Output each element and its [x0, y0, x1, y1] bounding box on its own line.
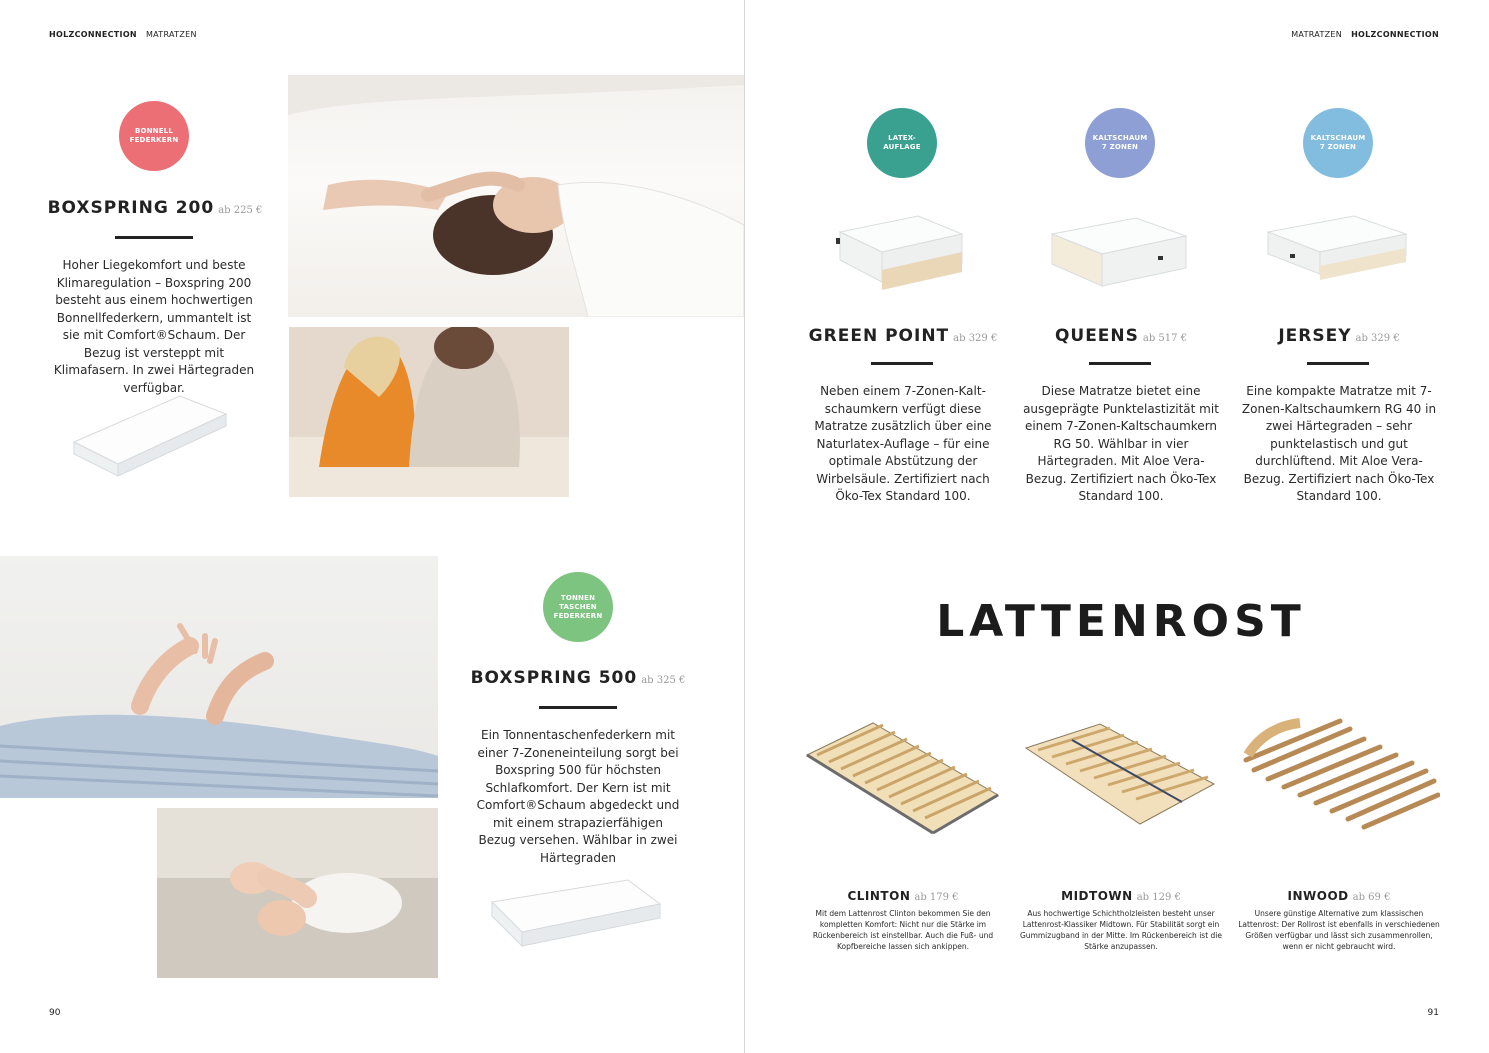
running-head-section: MATRATZEN: [1291, 30, 1343, 39]
product-price: ab 517 €: [1142, 333, 1188, 344]
product-title-midtown: [1021, 885, 1221, 904]
product-description: Aus hochwertige Schichtholzleisten besteht unser Lattenrost-Klassiker Midtown. Für Stabilität sorgt ein Gummizugband in der Mitte. Im Rückenbereich ist die Stärke anzupassen.: [1020, 909, 1222, 951]
page-number-right: 91: [1427, 1008, 1439, 1018]
badge-latex-auflage: LATEX- AUFLAGE: [867, 108, 937, 178]
title-rule: [115, 236, 193, 239]
title-rule: [1307, 362, 1369, 365]
product-name: MIDTOWN: [1061, 889, 1133, 903]
product-description: Neben einem 7-Zonen-Kalt-schaumkern verfügt diese Matratze zusätzlich über eine Naturlatex-Auflage – für eine optimale Abstützung der Wirbelsäule. Zertifiziert nach Öko-Tex Standard 100.: [814, 384, 992, 503]
page-number-left: 90: [49, 1008, 61, 1018]
photo-hands-blanket: [0, 556, 438, 798]
product-title-boxspring-200: [40, 198, 270, 218]
product-title-queens: [1010, 326, 1232, 346]
product-price: ab 325 €: [641, 675, 686, 686]
photo-woman-stretching: [288, 75, 744, 317]
badge-kaltschaum-jersey: KALTSCHAUM 7 ZONEN: [1303, 108, 1373, 178]
badge-tonnen-taschen-federkern: TONNEN TASCHEN FEDERKERN: [543, 572, 613, 642]
product-price: ab 179 €: [914, 892, 959, 903]
product-description: Mit dem Lattenrost Clinton bekommen Sie den kompletten Komfort: Nicht nur die Stärke im Rückenbereich ist einstellbar. Auch die Fuß- und Kopfbereiche lassen sich ankippen.: [812, 909, 994, 951]
product-name: GREEN POINT: [808, 326, 950, 346]
frame-image-inwood: [1240, 715, 1440, 840]
title-rule: [871, 362, 933, 365]
product-name: BOXSPRING 200: [47, 198, 215, 218]
title-rule: [1089, 362, 1151, 365]
running-head-right: [1291, 30, 1439, 39]
mattress-image-jersey: [1262, 210, 1410, 295]
product-name: CLINTON: [847, 889, 911, 903]
frame-image-midtown: [1022, 720, 1218, 830]
title-rule: [539, 706, 617, 709]
badge-bonnell-federkern: BONNELL FEDERKERN: [119, 101, 189, 171]
product-name: BOXSPRING 500: [470, 668, 638, 688]
frame-image-clinton: [803, 715, 1003, 840]
product-title-green-point: [792, 326, 1014, 346]
product-title-jersey: [1228, 326, 1450, 346]
product-name: JERSEY: [1278, 326, 1352, 346]
product-description: Eine kompakte Matratze mit 7-Zonen-Kaltschaumkern RG 40 in zwei Härtegraden – sehr punktelastisch und gut durchlüftend. Mit Aloe Vera-Bezug. Zertifiziert nach Öko-Tex Standard 100.: [1241, 384, 1437, 503]
mattress-image-boxspring-500: [488, 876, 663, 961]
product-name: QUEENS: [1054, 326, 1139, 346]
product-title-clinton: [803, 885, 1003, 904]
mattress-image-boxspring-200: [70, 392, 230, 482]
running-head-section: MATRATZEN: [145, 30, 197, 39]
section-heading-lattenrost: LATTENROST: [936, 596, 1306, 647]
mattress-image-queens: [1046, 210, 1191, 300]
photo-baby-feet: [157, 808, 438, 978]
product-price: ab 329 €: [1355, 333, 1400, 344]
product-price: ab 69 €: [1352, 892, 1391, 903]
product-description: Unsere günstige Alternative zum klassischen Lattenrost: Der Rollrost ist ebenfalls in verschiedenen Größen verfügbar und lässt sich zusammenrollen, wenn er nicht gebraucht wird.: [1238, 909, 1440, 951]
product-price: ab 329 €: [953, 333, 998, 344]
running-head-brand: HOLZCONNECTION: [49, 30, 137, 39]
running-head-brand: HOLZCONNECTION: [1351, 30, 1439, 39]
product-name: INWOOD: [1287, 889, 1349, 903]
product-description: Ein Tonnentaschenfederkern mit einer 7-Zoneneinteilung sorgt bei Boxspring 500 für höchsten Schlafkomfort. Der Kern ist mit Comfort®Schaum abgedeckt und mit einem strapazierfähigen Bezug versehen. Wählbar in zwei Härtegraden: [476, 728, 680, 865]
mattress-image-green-point: [830, 210, 970, 300]
page-spine: [744, 0, 745, 1053]
product-title-inwood: [1239, 885, 1439, 904]
product-price: ab 225 €: [218, 205, 263, 216]
running-head-left: [49, 30, 206, 39]
product-price: ab 129 €: [1136, 892, 1181, 903]
badge-kaltschaum-queens: KALTSCHAUM 7 ZONEN: [1085, 108, 1155, 178]
photo-couple-sitting: [289, 327, 569, 497]
product-description: Diese Matratze bietet eine ausgeprägte Punktelastizität mit einem 7-Zonen-Kaltschaumkern RG 50. Wählbar in vier Härtegraden. Mit Aloe Vera-Bezug. Zertifiziert nach Öko-Tex Standard 100.: [1023, 384, 1219, 503]
product-title-boxspring-500: [462, 668, 694, 688]
product-description: Hoher Liegekomfort und beste Klimaregulation – Boxspring 200 besteht aus einem hochwertigen Bonnellfederkern, ummantelt ist sie mit Comfort®Schaum. Der Bezug ist versteppt mit Klimafasern. In zwei Härtegraden verfügbar.: [53, 258, 255, 395]
